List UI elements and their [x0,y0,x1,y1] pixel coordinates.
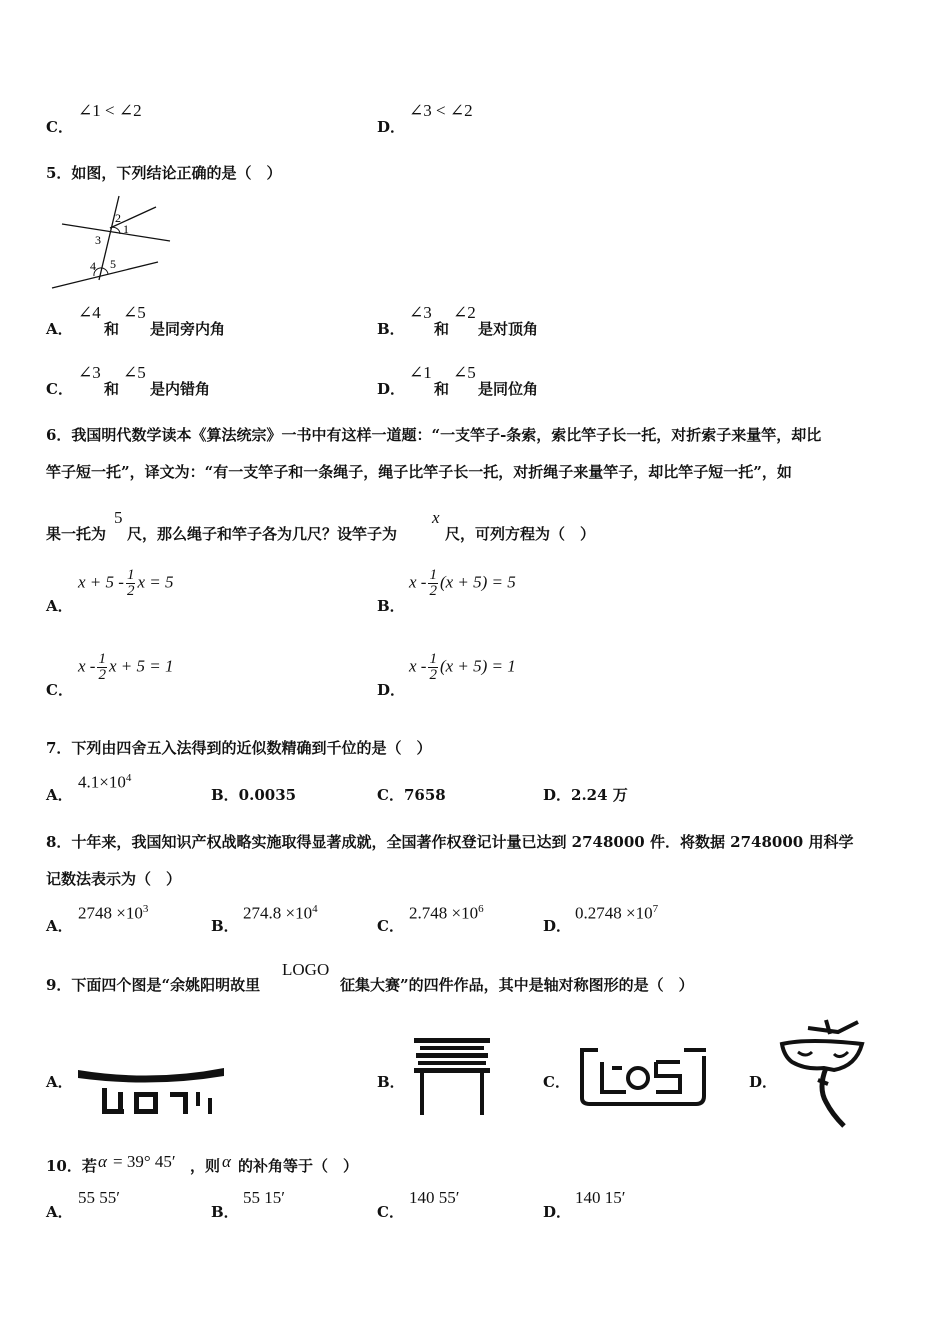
fraction-den: 2 [98,667,106,683]
figure-transversal [99,196,119,280]
q5-option-c-label: C． [46,380,73,398]
q10-stem-a: 10．若 [46,1157,97,1175]
figure-line-bottom [52,262,158,288]
angle-label-4: 4 [90,259,96,273]
q6-stem-line2: 竿子短一托”，译文为：“有一支竿子和一条绳子，绳子比竿子长一托，对折绳子来量竿子，却比竿子短一托”，如 [46,463,792,481]
q9-logo-c-image [576,1046,708,1108]
q5-option-c-angle1: ∠3 [78,363,101,382]
q7-option-b: B．0.0035 [211,786,297,804]
q8-option-b-value [243,903,318,924]
q7-option-a-label: A． [46,786,73,804]
formula-post: x = 5 [137,572,174,592]
q6-option-c-formula [78,652,173,683]
q8-option-a-value [78,903,148,924]
q5-option-d-label: D． [377,380,406,398]
angle-label-2: 2 [115,211,121,225]
q8-d-exp: 7 [652,903,659,915]
q5-option-c-text: 是内错角 [150,380,211,398]
q6-option-b-formula [409,568,516,599]
q8-stem-line1: 8．十年来，我国知识产权战略实施取得显著成就，全国著作权登记计量已达到 2748000 件．将数据 2748000 用科学 [46,833,854,851]
q8-option-a-label: A． [46,917,73,935]
q5-stem: 5．如图，下列结论正确的是（ ） [46,164,282,182]
q6-tuo-value: 5 [114,508,123,527]
q4-option-d-expr: ∠3 < ∠2 [409,101,473,120]
q10-equation: = 39° 45′ [113,1152,176,1171]
q9-logo-b-image [414,1034,490,1116]
q5-option-a-and: 和 [104,320,120,338]
fraction-num: 1 [126,567,135,583]
q8-option-c-value [409,903,484,924]
q9-option-d-label: D． [749,1073,778,1091]
fraction-num: 1 [429,567,437,583]
formula-pre: x + 5 - [78,572,124,592]
fraction-den: 2 [429,583,437,599]
fraction-half [428,652,438,683]
q9-logo-a-image [78,1062,226,1118]
q10-option-c-value: 140 55′ [409,1188,460,1207]
q10-stem-c: 的补角等于（ ） [238,1157,359,1175]
q10-option-d-value: 140 15′ [575,1188,626,1207]
angle-label-1: 1 [123,222,129,236]
q5-option-d-text: 是同位角 [478,380,539,398]
q5-option-a-label: A． [46,320,73,338]
q9-stem-b: 征集大赛”的四件作品，其中是轴对称图形的是（ ） [340,976,694,994]
fraction-num: 1 [429,651,437,667]
q6-var-x: x [432,508,440,527]
q5-option-c-angle2: ∠5 [123,363,146,382]
q5-option-d-angle2: ∠5 [453,363,476,382]
q10-option-b-value: 55 15′ [243,1188,285,1207]
q5-option-b-label: B． [377,320,405,338]
q4-option-c-label: C． [46,118,73,136]
q4-option-c-expr: ∠1 < ∠2 [78,101,142,120]
q6-option-d-label: D． [377,681,406,699]
q9-stem-a: 9．下面四个图是“余姚阳明故里 [46,976,261,994]
q5-option-b-and: 和 [434,320,450,338]
q8-option-d-value [575,903,658,924]
q4-option-d-label: D． [377,118,406,136]
q8-c-exp: 6 [478,903,484,915]
fraction-half [428,568,438,599]
q5-option-d-angle1: ∠1 [409,363,432,382]
q6-option-a-formula [78,568,173,599]
q5-figure [50,192,175,292]
q8-b-exp: 4 [312,903,318,915]
q7-a-base: 4.1×10 [78,772,126,792]
formula-pre: x - [78,656,96,676]
q6-stem-line3-c: 尺，可列方程为（ ） [445,525,596,543]
q8-a-base: 2748 ×10 [78,903,143,923]
q6-stem-line3-b: 尺，那么绳子和竿子各为几尺？设竿子为 [127,525,398,543]
formula-post: x + 5 = 1 [108,656,174,676]
q9-option-c-label: C． [543,1073,570,1091]
q6-stem-line1: 6．我国明代数学读本《算法统宗》一书中有这样一道题：“一支竿子-条索，索比竿子长一托，对折索子来量竿，却比 [46,426,822,444]
fraction-half [126,568,136,599]
q8-option-d-label: D． [543,917,572,935]
q5-option-a-text: 是同旁内角 [150,320,226,338]
fraction-half [97,652,107,683]
q6-option-d-formula [409,652,516,683]
formula-post: (x + 5) = 5 [439,572,516,592]
q5-option-d-and: 和 [434,380,450,398]
q9-logo-d-image [778,1018,868,1130]
formula-post: (x + 5) = 1 [439,656,516,676]
q7-option-d: D．2.24 万 [543,786,628,804]
q10-option-a-label: A． [46,1203,73,1221]
figure-line-top [62,224,170,241]
q9-option-a-label: A． [46,1073,73,1091]
q6-option-c-label: C． [46,681,73,699]
q5-option-b-angle2: ∠2 [453,303,476,322]
q10-stem-b: ，则 [190,1157,221,1175]
q10-alpha-2: α [222,1152,231,1171]
fraction-den: 2 [126,583,135,599]
angle-label-3: 3 [95,233,101,247]
q10-option-c-label: C． [377,1203,404,1221]
q9-logo-word: LOGO [282,960,330,979]
fraction-den: 2 [429,667,437,683]
q9-option-b-label: B． [377,1073,405,1091]
q8-option-c-label: C． [377,917,404,935]
q5-option-b-angle1: ∠3 [409,303,432,322]
q8-b-base: 274.8 ×10 [243,903,313,923]
q7-stem: 7．下列由四舍五入法得到的近似数精确到千位的是（ ） [46,739,432,757]
q8-option-b-label: B． [211,917,239,935]
formula-pre: x - [409,656,427,676]
q10-option-a-value: 55 55′ [78,1188,120,1207]
formula-pre: x - [409,572,427,592]
q7-option-a-value [78,772,131,793]
q7-a-exp: 4 [125,772,132,784]
q5-option-b-text: 是对顶角 [478,320,539,338]
fraction-num: 1 [98,651,106,667]
q7-option-c: C．7658 [377,786,446,804]
q5-option-a-angle2: ∠5 [123,303,146,322]
q5-option-c-and: 和 [104,380,120,398]
q8-a-exp: 3 [142,903,149,915]
q6-stem-line3-a: 果一托为 [46,525,107,543]
q6-option-b-label: B． [377,597,405,615]
q6-option-a-label: A． [46,597,73,615]
angle-label-5: 5 [110,257,116,271]
q8-c-base: 2.748 ×10 [409,903,479,923]
q10-option-d-label: D． [543,1203,572,1221]
q5-option-a-angle1: ∠4 [78,303,101,322]
q8-d-base: 0.2748 ×10 [575,903,653,923]
q8-stem-line2: 记数法表示为（ ） [46,870,182,888]
q10-alpha: α [98,1152,107,1171]
q10-option-b-label: B． [211,1203,239,1221]
